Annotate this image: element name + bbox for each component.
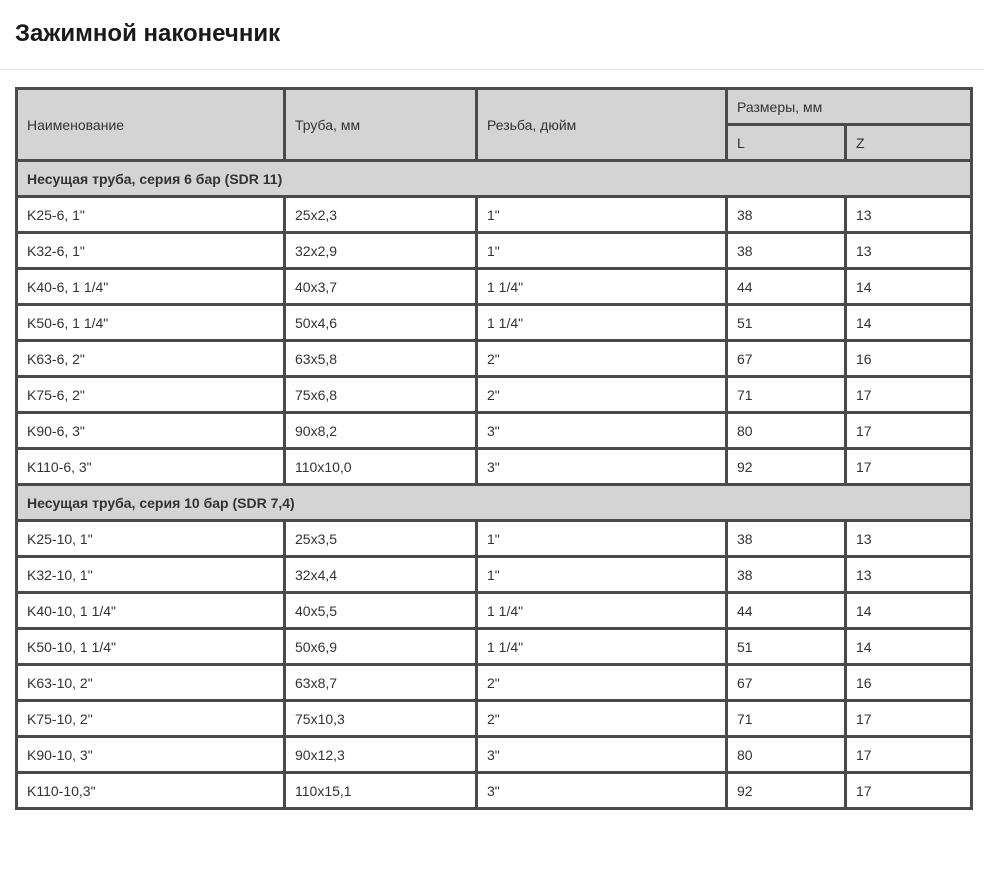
cell-pipe: 50x6,9 bbox=[285, 629, 477, 665]
table-row bbox=[17, 701, 972, 737]
cell-dim-l: 80 bbox=[727, 413, 846, 449]
cell-dim-l: 38 bbox=[727, 233, 846, 269]
cell-dim-l: 44 bbox=[727, 593, 846, 629]
cell-name: K75-10, 2" bbox=[17, 701, 285, 737]
table-row bbox=[17, 413, 972, 449]
cell-name: K63-6, 2" bbox=[17, 341, 285, 377]
table-row bbox=[17, 269, 972, 305]
table-row bbox=[17, 341, 972, 377]
table-row bbox=[17, 449, 972, 485]
cell-dim-l: 38 bbox=[727, 197, 846, 233]
cell-name: K50-6, 1 1/4" bbox=[17, 305, 285, 341]
cell-pipe: 90x12,3 bbox=[285, 737, 477, 773]
cell-pipe: 90x8,2 bbox=[285, 413, 477, 449]
cell-thread: 3" bbox=[477, 449, 727, 485]
cell-name: K90-10, 3" bbox=[17, 737, 285, 773]
cell-pipe: 25x2,3 bbox=[285, 197, 477, 233]
cell-dim-z: 17 bbox=[846, 773, 972, 809]
cell-thread: 1" bbox=[477, 557, 727, 593]
cell-dim-l: 44 bbox=[727, 269, 846, 305]
table-row bbox=[17, 197, 972, 233]
cell-name: K40-10, 1 1/4" bbox=[17, 593, 285, 629]
cell-thread: 2" bbox=[477, 701, 727, 737]
header-row bbox=[17, 89, 972, 125]
header-name: Наименование bbox=[17, 89, 285, 161]
cell-pipe: 75x10,3 bbox=[285, 701, 477, 737]
cell-pipe: 110x10,0 bbox=[285, 449, 477, 485]
cell-thread: 3" bbox=[477, 737, 727, 773]
cell-dim-z: 16 bbox=[846, 341, 972, 377]
cell-pipe: 75x6,8 bbox=[285, 377, 477, 413]
table-row bbox=[17, 773, 972, 809]
cell-name: K25-10, 1" bbox=[17, 521, 285, 557]
cell-dim-l: 71 bbox=[727, 377, 846, 413]
header-dimensions: Размеры, мм bbox=[727, 89, 972, 125]
cell-name: K75-6, 2" bbox=[17, 377, 285, 413]
cell-dim-z: 17 bbox=[846, 413, 972, 449]
table-row bbox=[17, 629, 972, 665]
table-row bbox=[17, 593, 972, 629]
cell-pipe: 32x4,4 bbox=[285, 557, 477, 593]
cell-dim-z: 14 bbox=[846, 629, 972, 665]
cell-thread: 3" bbox=[477, 773, 727, 809]
cell-thread: 2" bbox=[477, 665, 727, 701]
header-pipe: Труба, мм bbox=[285, 89, 477, 161]
cell-dim-l: 38 bbox=[727, 557, 846, 593]
cell-thread: 2" bbox=[477, 377, 727, 413]
cell-name: K32-6, 1" bbox=[17, 233, 285, 269]
section-title: Несущая труба, серия 6 бар (SDR 11) bbox=[17, 161, 972, 197]
cell-dim-l: 92 bbox=[727, 773, 846, 809]
cell-name: K32-10, 1" bbox=[17, 557, 285, 593]
cell-thread: 1 1/4" bbox=[477, 629, 727, 665]
section-header-row bbox=[17, 161, 972, 197]
cell-dim-z: 14 bbox=[846, 305, 972, 341]
cell-name: K40-6, 1 1/4" bbox=[17, 269, 285, 305]
cell-pipe: 63x5,8 bbox=[285, 341, 477, 377]
cell-pipe: 32x2,9 bbox=[285, 233, 477, 269]
header-dim-z: Z bbox=[846, 125, 972, 161]
cell-dim-z: 17 bbox=[846, 737, 972, 773]
header-thread: Резьба, дюйм bbox=[477, 89, 727, 161]
page-title: Зажимной наконечник bbox=[15, 20, 281, 47]
cell-dim-z: 14 bbox=[846, 269, 972, 305]
cell-name: K90-6, 3" bbox=[17, 413, 285, 449]
cell-thread: 1" bbox=[477, 197, 727, 233]
cell-thread: 1 1/4" bbox=[477, 305, 727, 341]
cell-dim-l: 51 bbox=[727, 629, 846, 665]
cell-name: K110-10,3" bbox=[17, 773, 285, 809]
cell-dim-z: 17 bbox=[846, 701, 972, 737]
table-row bbox=[17, 737, 972, 773]
section-title: Несущая труба, серия 10 бар (SDR 7,4) bbox=[17, 485, 972, 521]
cell-dim-z: 13 bbox=[846, 557, 972, 593]
cell-dim-l: 67 bbox=[727, 665, 846, 701]
table-row bbox=[17, 377, 972, 413]
cell-pipe: 40x5,5 bbox=[285, 593, 477, 629]
cell-dim-z: 17 bbox=[846, 449, 972, 485]
cell-thread: 2" bbox=[477, 341, 727, 377]
cell-name: K25-6, 1" bbox=[17, 197, 285, 233]
header-dim-l: L bbox=[727, 125, 846, 161]
cell-dim-l: 71 bbox=[727, 701, 846, 737]
cell-thread: 3" bbox=[477, 413, 727, 449]
cell-thread: 1 1/4" bbox=[477, 269, 727, 305]
cell-dim-l: 38 bbox=[727, 521, 846, 557]
table-row bbox=[17, 305, 972, 341]
cell-dim-z: 14 bbox=[846, 593, 972, 629]
cell-name: K63-10, 2" bbox=[17, 665, 285, 701]
cell-pipe: 110x15,1 bbox=[285, 773, 477, 809]
cell-thread: 1" bbox=[477, 233, 727, 269]
cell-dim-l: 92 bbox=[727, 449, 846, 485]
table-row bbox=[17, 557, 972, 593]
cell-thread: 1 1/4" bbox=[477, 593, 727, 629]
cell-dim-z: 16 bbox=[846, 665, 972, 701]
cell-dim-l: 80 bbox=[727, 737, 846, 773]
title-divider bbox=[0, 69, 984, 70]
table-row bbox=[17, 665, 972, 701]
cell-pipe: 63x8,7 bbox=[285, 665, 477, 701]
cell-dim-l: 67 bbox=[727, 341, 846, 377]
cell-name: K50-10, 1 1/4" bbox=[17, 629, 285, 665]
cell-pipe: 25x3,5 bbox=[285, 521, 477, 557]
cell-dim-z: 13 bbox=[846, 521, 972, 557]
table-row bbox=[17, 233, 972, 269]
table-body bbox=[17, 161, 972, 809]
cell-dim-z: 13 bbox=[846, 197, 972, 233]
cell-name: K110-6, 3" bbox=[17, 449, 285, 485]
cell-dim-z: 13 bbox=[846, 233, 972, 269]
cell-dim-z: 17 bbox=[846, 377, 972, 413]
cell-pipe: 40x3,7 bbox=[285, 269, 477, 305]
cell-pipe: 50x4,6 bbox=[285, 305, 477, 341]
specs-table bbox=[15, 87, 973, 810]
cell-thread: 1" bbox=[477, 521, 727, 557]
section-header-row bbox=[17, 485, 972, 521]
table-row bbox=[17, 521, 972, 557]
cell-dim-l: 51 bbox=[727, 305, 846, 341]
table-header bbox=[17, 89, 972, 161]
